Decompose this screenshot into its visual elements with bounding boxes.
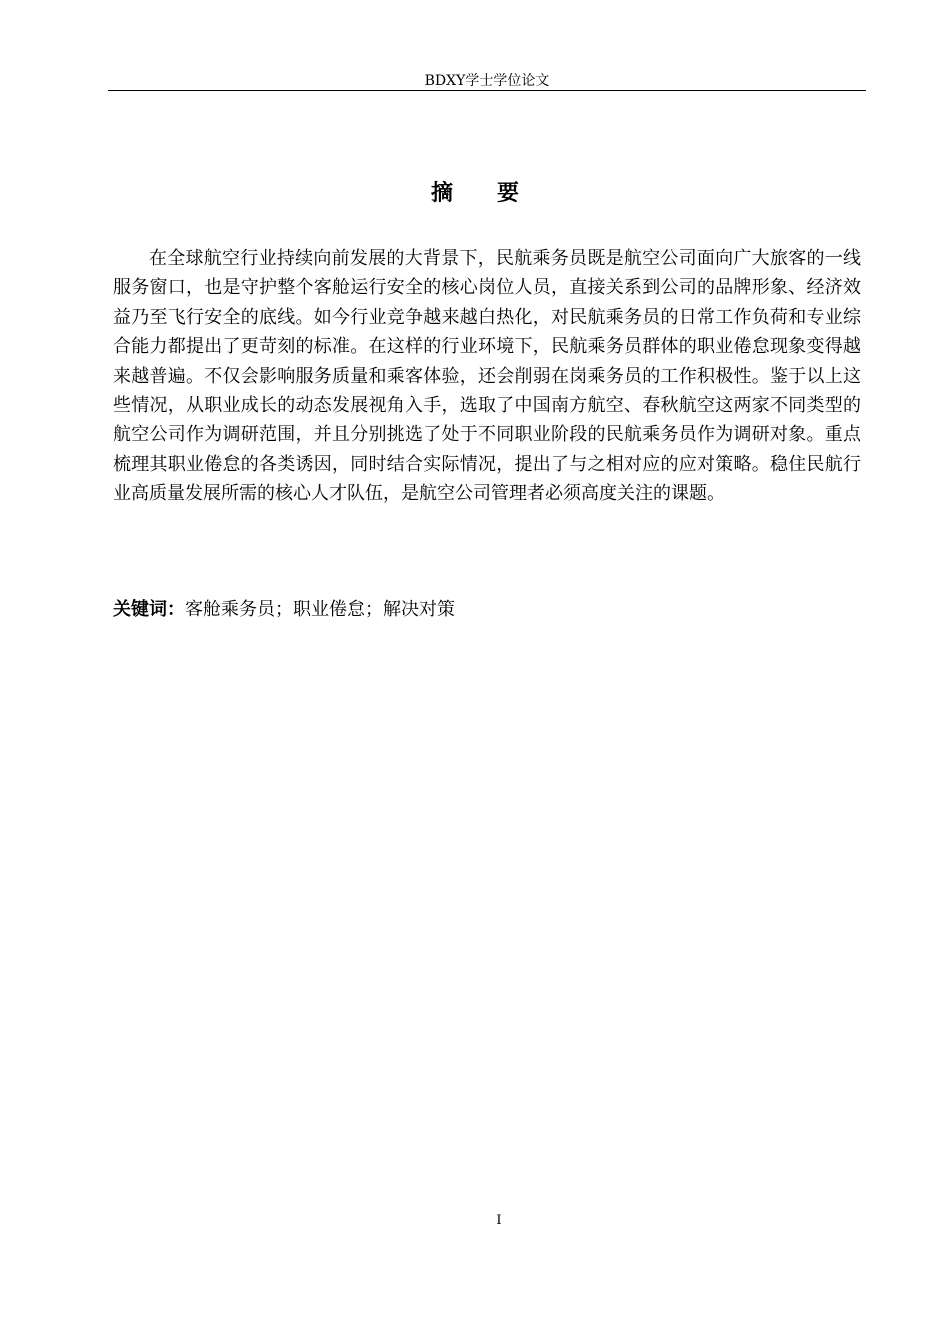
keywords-line (113, 596, 861, 624)
header-rule (108, 90, 866, 91)
abstract-title-char-2: 要 (497, 181, 520, 206)
abstract-title (0, 180, 950, 208)
keywords-value: 客舱乘务员；职业倦怠；解决对策 (185, 599, 455, 620)
abstract-body: 在全球航空行业持续向前发展的大背景下，民航乘务员既是航空公司面向广大旅客的一线服务窗口，也是守护整个客舱运行安全的核心岗位人员，直接关系到公司的品牌形象、经济效益乃至飞行安全的底线。如今行业竞争越来越白热化，对民航乘务员的日常工作负荷和专业综合能力都提出了更苛刻的标准。在这样的行业环境下，民航乘务员群体的职业倦怠现象变得越来越普遍。不仅会影响服务质量和乘客体验，还会削弱在岗乘务员的工作积极性。鉴于以上这些情况，从职业成长的动态发展视角入手，选取了中国南方航空、春秋航空这两家不同类型的航空公司作为调研范围，并且分别挑选了处于不同职业阶段的民航乘务员作为调研对象。重点梳理其职业倦怠的各类诱因，同时结合实际情况，提出了与之相对应的应对策略。稳住民航行业高质量发展所需的核心人才队伍，是航空公司管理者必须高度关注的课题。 (113, 248, 861, 505)
running-header: BDXY学士学位论文 (424, 73, 550, 89)
keywords-label: 关键词： (113, 599, 185, 620)
page-number: I (496, 1213, 502, 1228)
abstract-title-char-1: 摘 (430, 181, 453, 206)
